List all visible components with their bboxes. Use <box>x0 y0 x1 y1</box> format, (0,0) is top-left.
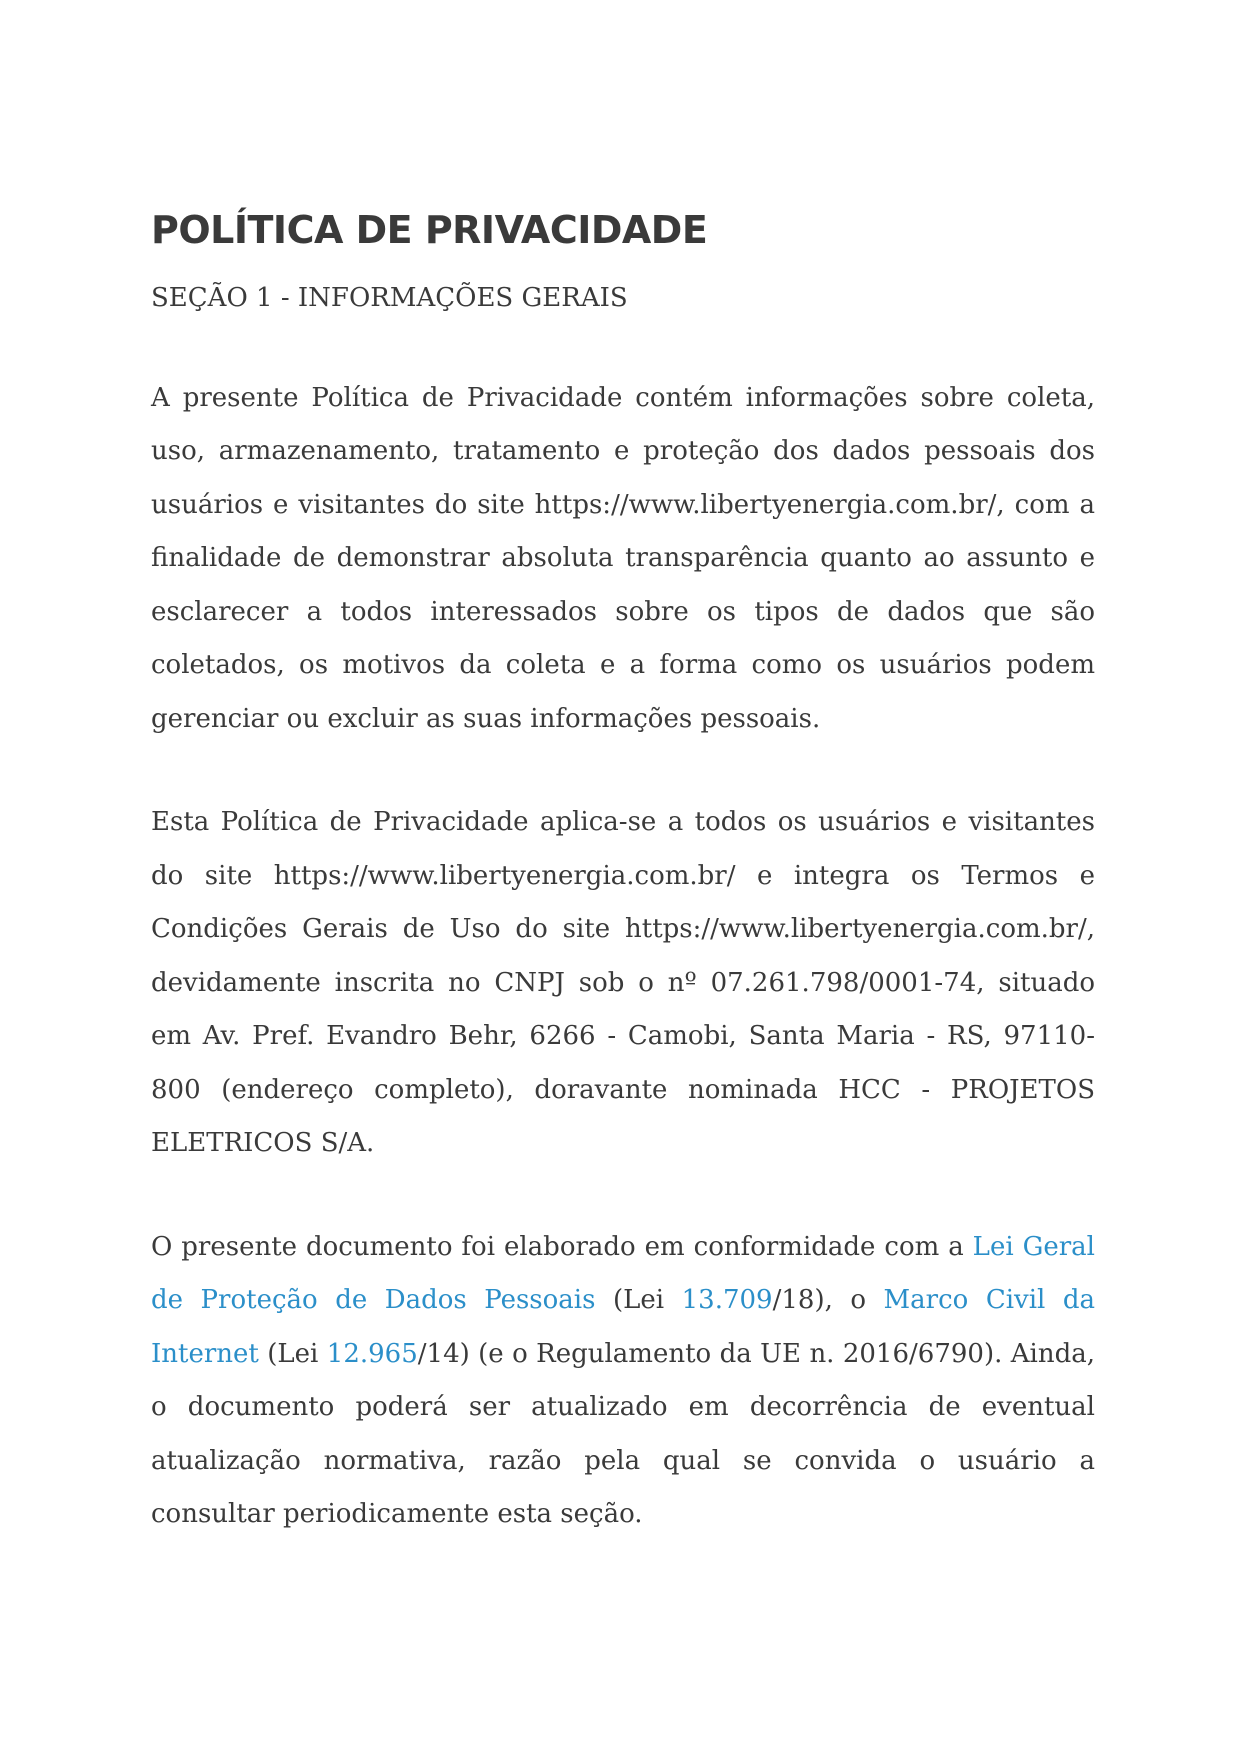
link-lgpd[interactable]: Lei Geral de Proteção de Dados Pessoais <box>151 1231 1095 1316</box>
compliance-text-5: /14) (e o Regulamento da UE n. 2016/6790). Ainda, o documento poderá ser atualizado em decorrência de eventual atualização normativa, razão pela qual se convida o usuário a consultar periodicamente esta seção. <box>151 1338 1096 1530</box>
paragraph-intro: A presente Política de Privacidade contém informações sobre coleta, uso, armazenamento, tratamento e proteção dos dados pessoais dos usuários e visitantes do site https://www.libertyenergia.com.br/, com a finalidade de demonstrar absoluta transparência quanto ao assunto e esclarecer a todos interessados sobre os tipos de dados que são coletados, os motivos da coleta e a forma como os usuários podem gerenciar ou excluir as suas informações pessoais. <box>151 382 1095 734</box>
document-page <box>151 210 1095 1592</box>
compliance-text-1: O presente documento foi elaborado em conformidade com a <box>151 1231 973 1262</box>
compliance-text-2: (Lei <box>595 1285 682 1316</box>
compliance-text-4: (Lei <box>258 1338 327 1369</box>
paragraph-compliance <box>151 1221 1095 1542</box>
compliance-text-3: /18), o <box>772 1285 884 1316</box>
link-lei-12965[interactable]: 12.965 <box>326 1338 418 1369</box>
page-title: POLÍTICA DE PRIVACIDADE <box>151 208 708 252</box>
link-marco-civil[interactable]: Marco Civil da Internet <box>151 1285 1096 1369</box>
section-heading: SEÇÃO 1 - INFORMAÇÕES GERAIS <box>151 282 628 313</box>
link-lei-13709[interactable]: 13.709 <box>681 1285 773 1316</box>
paragraph-scope: Esta Política de Privacidade aplica-se a todos os usuários e visitantes do site https://www.libertyenergia.com.br/ e integra os Termos e Condições Gerais de Uso do site https://www.libertyenergia.com.br/, devidamente inscrita no CNPJ sob o nº 07.261.798/0001-74, situado em Av. Pref. Evandro Behr, 6266 - Camobi, Santa Maria - RS, 97110-800 (endereço completo), doravante nominada HCC - PROJETOS ELETRICOS S/A. <box>151 807 1095 1159</box>
